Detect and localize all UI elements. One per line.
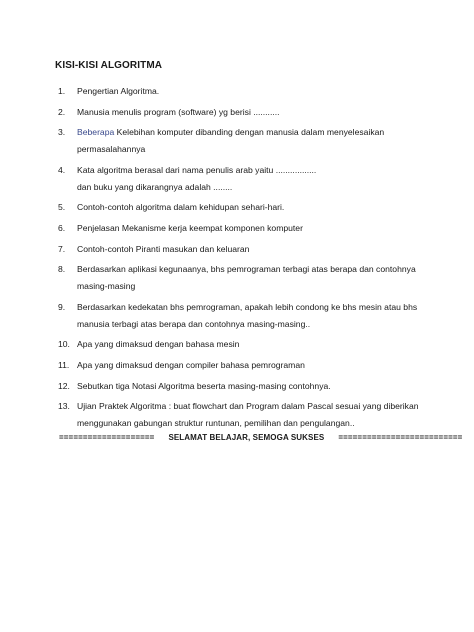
item-text: Berdasarkan aplikasi kegunaanya, bhs pemrograman terbagi atas berapa dan contohnya — [77, 264, 416, 275]
item-number: 12. — [58, 380, 70, 391]
list-item — [58, 398, 438, 432]
item-text: Apa yang dimaksud dengan compiler bahasa pemrograman — [77, 359, 305, 370]
item-number: 9. — [58, 301, 66, 312]
item-text: Sebutkan tiga Notasi Algoritma beserta masing-masing contohnya. — [77, 380, 331, 391]
item-text: Contoh-contoh algoritma dalam kehidupan sehari-hari. — [77, 202, 285, 213]
footer-left-rule: ==================== — [59, 433, 155, 442]
item-number: 11. — [58, 359, 70, 370]
item-number: 7. — [58, 243, 66, 254]
item-text: dan buku yang dikarangnya adalah ........ — [77, 181, 233, 192]
item-number: 5. — [58, 202, 66, 213]
item-text: menggunakan gabungan struktur runtunan, pemilihan dan pengulangan.. — [77, 418, 355, 429]
list-item — [58, 241, 438, 258]
item-text: manusia terbagi atas berapa dan contohnya masing-masing.. — [77, 318, 311, 329]
item-text: Berdasarkan kedekatan bhs pemrograman, apakah lebih condong ke bhs mesin atau bhs — [77, 301, 418, 312]
item-text: Kelebihan komputer dibanding dengan manusia dalam menyelesaikan — [114, 127, 385, 138]
list-item — [58, 162, 438, 196]
item-number: 2. — [58, 106, 66, 117]
item-text: Kata algoritma berasal dari nama penulis arab yaitu ................. — [77, 164, 317, 175]
item-text: Ujian Praktek Algoritma : buat flowchart dan Program dalam Pascal sesuai yang diberikan — [77, 401, 419, 412]
footer-text: SELAMAT BELAJAR, SEMOGA SUKSES — [168, 433, 325, 442]
list-item — [58, 124, 438, 158]
item-number: 8. — [58, 264, 66, 275]
footer-right-rule: ========================== — [338, 433, 463, 442]
list-item — [58, 104, 438, 121]
item-text: Manusia menulis program (software) yg berisi ........... — [77, 106, 280, 117]
item-text: Penjelasan Mekanisme kerja keempat komponen komputer — [77, 222, 303, 233]
document-title: KISI-KISI ALGORITMA — [55, 60, 163, 71]
item-number: 3. — [58, 127, 66, 138]
item-text: masing-masing — [77, 281, 136, 292]
item-text: Apa yang dimaksud dengan bahasa mesin — [77, 339, 240, 350]
item-text: permasalahannya — [77, 144, 146, 155]
list-item — [58, 299, 438, 333]
list-item — [58, 220, 438, 237]
list-item — [58, 261, 438, 295]
item-text: Contoh-contoh Piranti masukan dan keluaran — [77, 243, 250, 254]
closing-message — [59, 433, 462, 442]
item-number: 4. — [58, 164, 66, 175]
item-number: 13. — [58, 401, 70, 412]
question-list — [58, 83, 438, 436]
list-item — [58, 199, 438, 216]
list-item — [58, 378, 438, 395]
list-item — [58, 83, 438, 100]
item-text-line — [77, 124, 438, 141]
item-number: 1. — [58, 86, 66, 96]
item-number: 10. — [58, 339, 70, 350]
list-item — [58, 357, 438, 374]
list-item — [58, 336, 438, 353]
highlighted-word: Beberapa — [77, 127, 115, 138]
item-text: Pengertian Algoritma. — [77, 86, 160, 96]
item-number: 6. — [58, 222, 66, 233]
